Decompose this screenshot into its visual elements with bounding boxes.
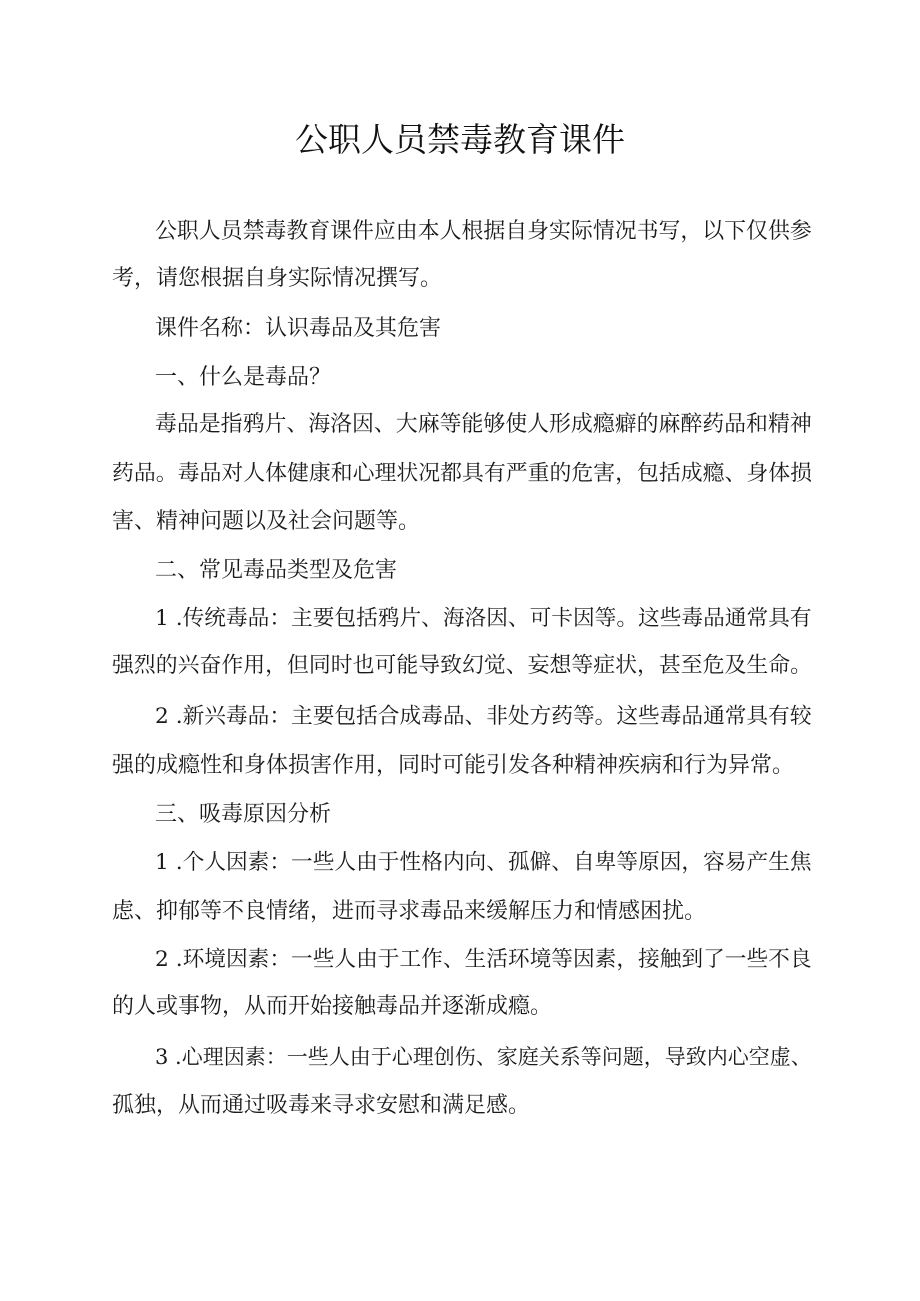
course-name: 课件名称：认识毒品及其危害	[155, 316, 442, 341]
intro-line-2: 考，请您根据自身实际情况撰写。	[112, 266, 443, 291]
paragraph-line: 害、精神问题以及社会问题等。	[112, 509, 421, 534]
page-title: 公职人员禁毒教育课件	[295, 120, 625, 159]
paragraph-line: 药品。毒品对人体健康和心理状况都具有严重的危害，包括成瘾、身体损	[112, 461, 812, 486]
list-item-line: 强烈的兴奋作用，但同时也可能导致幻觉、妄想等症状，甚至危及生命。	[112, 653, 812, 678]
paragraph-line: 毒品是指鸦片、海洛因、大麻等能够使人形成瘾癖的麻醉药品和精神	[155, 412, 812, 437]
list-item-line: 2 .环境因素：一些人由于工作、生活环境等因素，接触到了一些不良	[155, 947, 812, 972]
list-item-line: 1 .个人因素：一些人由于性格内向、孤僻、自卑等原因，容易产生焦	[155, 850, 812, 875]
list-item-line: 孤独，从而通过吸毒来寻求安慰和满足感。	[112, 1093, 531, 1118]
section-heading-2: 二、常见毒品类型及危害	[155, 558, 398, 583]
list-item-line: 1 .传统毒品：主要包括鸦片、海洛因、可卡因等。这些毒品通常具有	[155, 606, 812, 631]
section-heading-1: 一、什么是毒品？	[155, 365, 332, 390]
section-heading-3: 三、吸毒原因分析	[155, 802, 332, 827]
list-item-line: 3 .心理因素：一些人由于心理创伤、家庭关系等问题，导致内心空虚、	[155, 1044, 812, 1069]
list-item-line: 的人或事物，从而开始接触毒品并逐渐成瘾。	[112, 994, 553, 1019]
intro-line-1: 公职人员禁毒教育课件应由本人根据自身实际情况书写，以下仅供参	[155, 219, 812, 244]
list-item-line: 2 .新兴毒品：主要包括合成毒品、非处方药等。这些毒品通常具有较	[155, 704, 812, 729]
list-item-line: 强的成瘾性和身体损害作用，同时可能引发各种精神疾病和行为异常。	[112, 753, 795, 778]
list-item-line: 虑、抑郁等不良情绪，进而寻求毒品来缓解压力和情感困扰。	[112, 899, 707, 924]
